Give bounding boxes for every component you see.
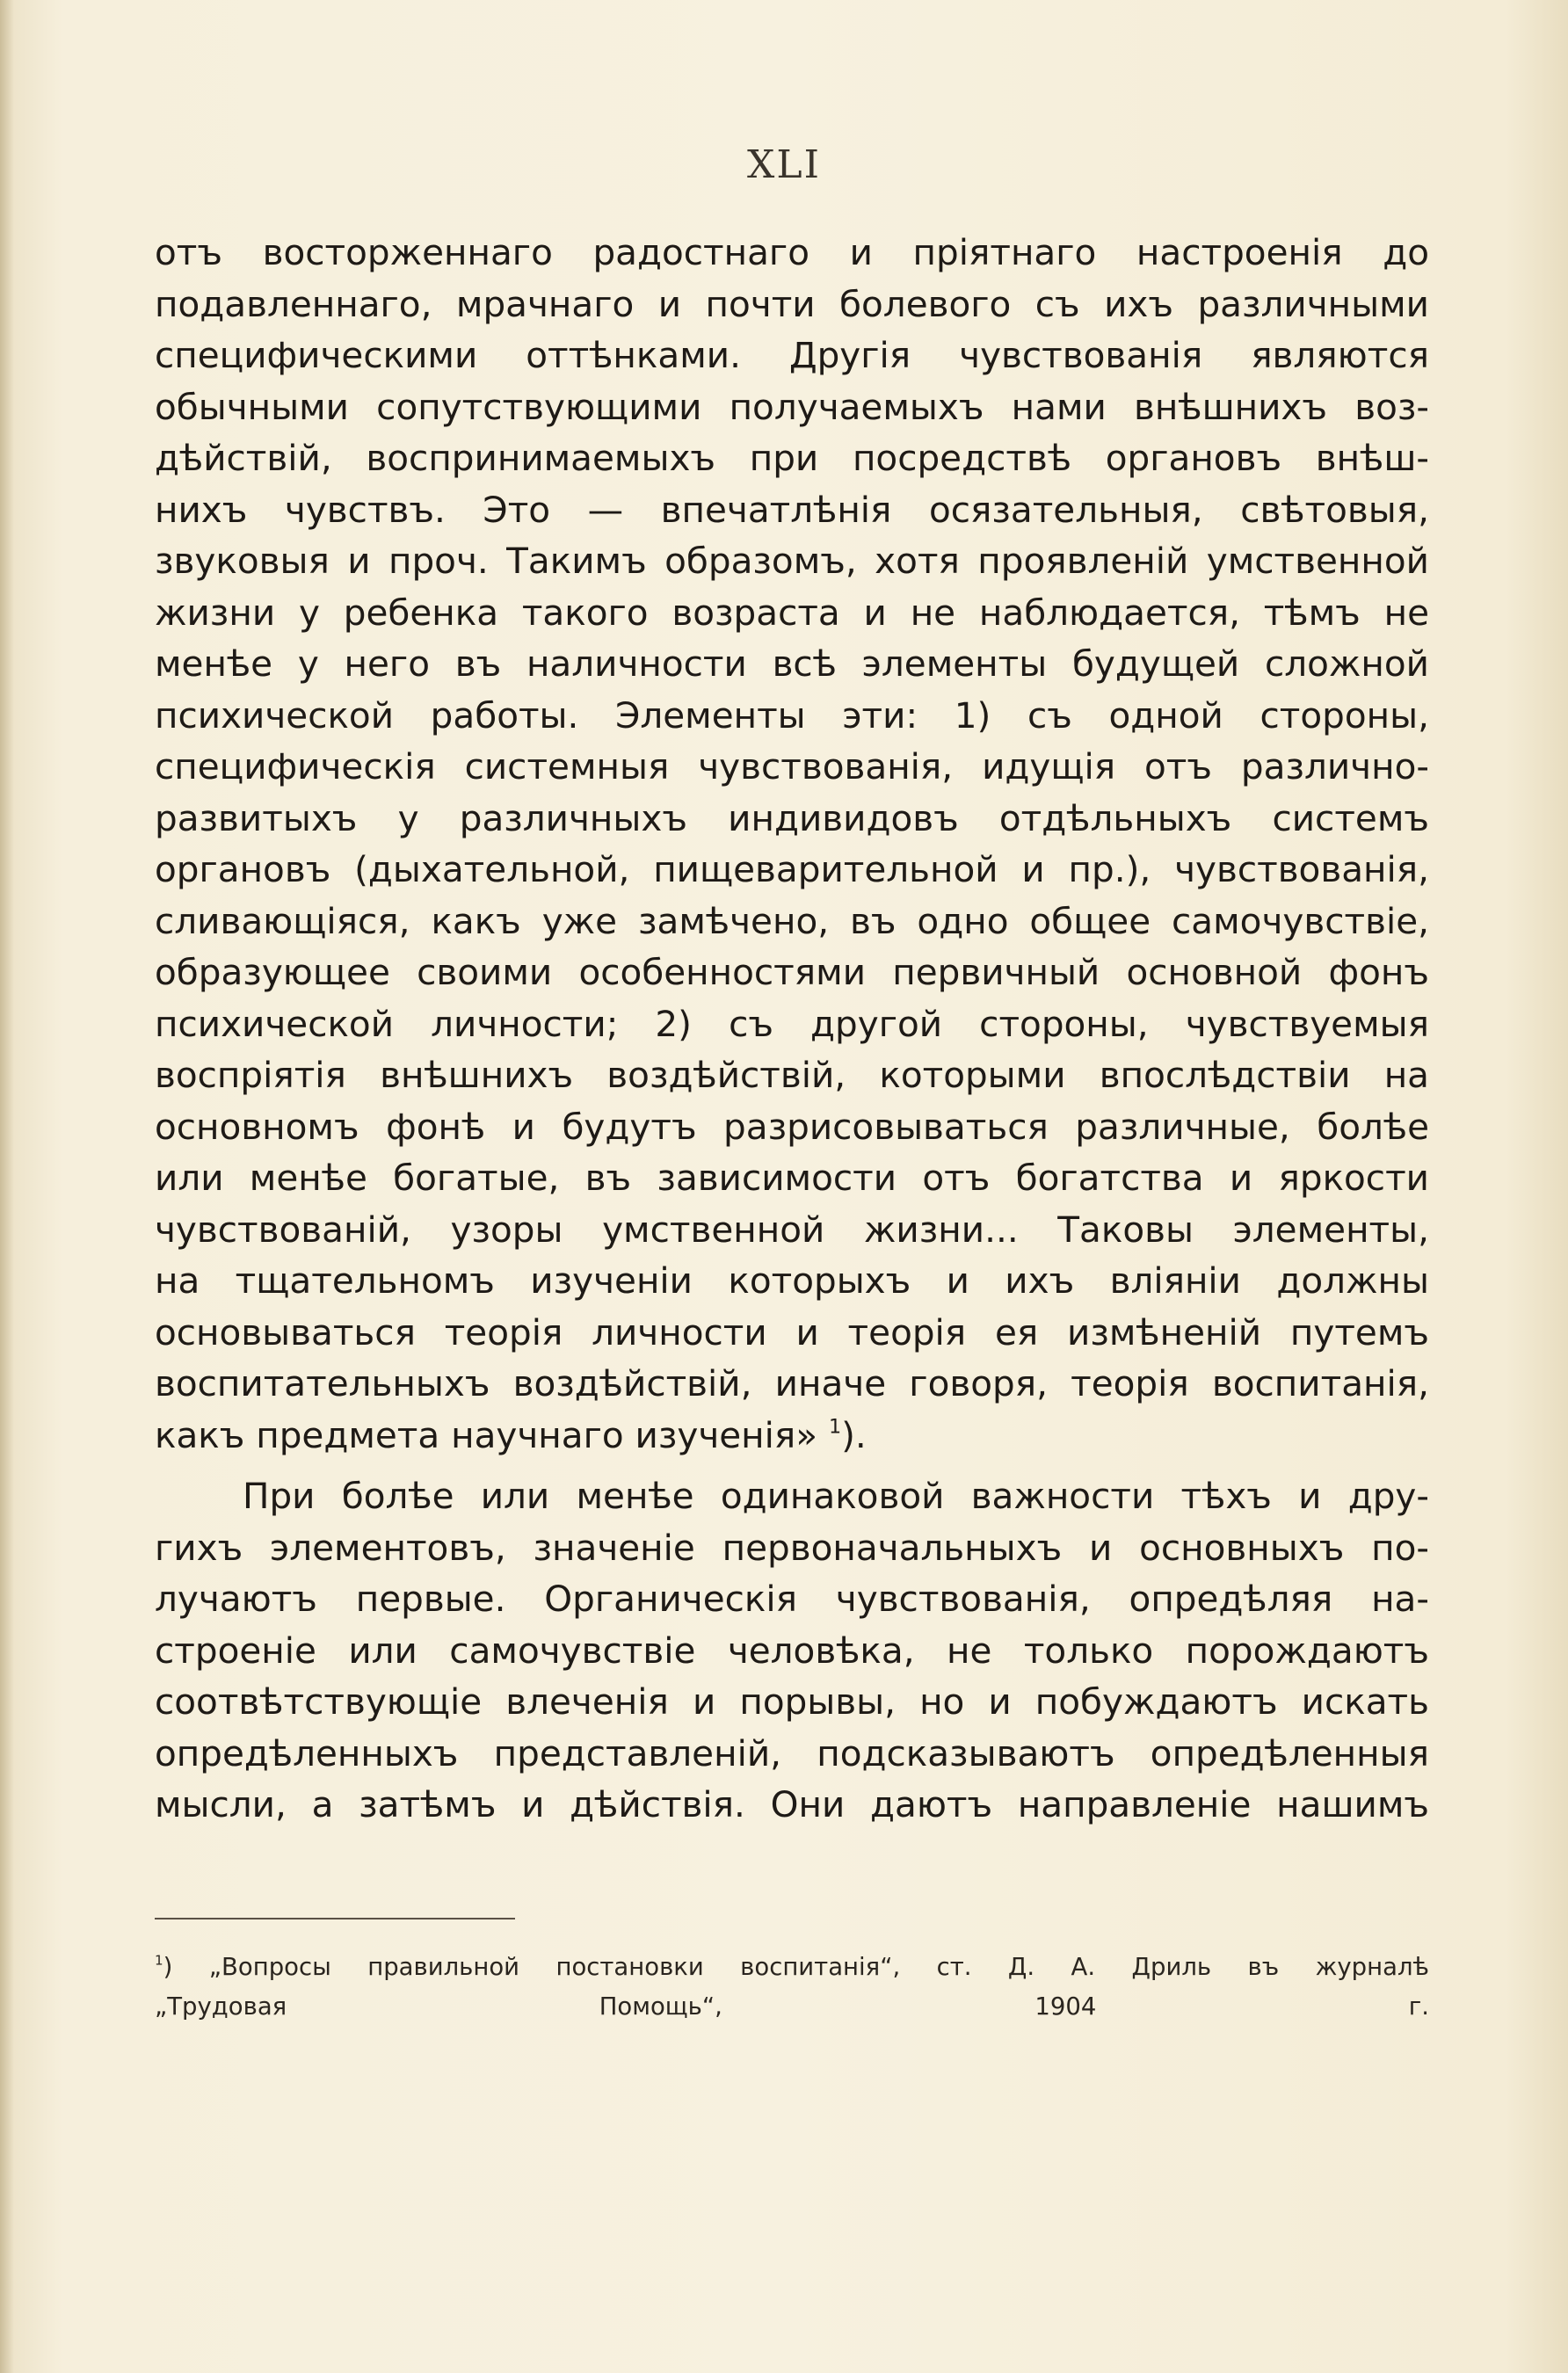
text-line: отъ восторженнаго радостнаго и пріятнаго настроенія до xyxy=(155,231,1429,273)
text-line: При болѣе или менѣе одинаковой важности тѣхъ и дру- xyxy=(243,1475,1429,1517)
page-number: XLI xyxy=(747,142,821,187)
text-line: соотвѣтствующіе влеченія и порывы, но и побуждаютъ искать xyxy=(155,1680,1429,1723)
text-line: органовъ (дыхательной, пищеварительной и пр.), чувствованія, xyxy=(155,848,1429,890)
text-line: нихъ чувствъ. Это — впечатлѣнія осязательныя, свѣтовыя, xyxy=(155,488,1429,531)
text-line: воспріятія внѣшнихъ воздѣйствій, которыми впослѣдствіи на xyxy=(155,1054,1429,1096)
text-line: строеніе или самочувствіе человѣка, не только порождаютъ xyxy=(155,1629,1429,1672)
text-fragment: ). xyxy=(841,1413,867,1456)
main-text xyxy=(155,227,1429,1831)
text-line: обычными сопутствующими получаемыхъ нами внѣшнихъ воз- xyxy=(155,385,1429,428)
footnote-reference: 1 xyxy=(828,1414,842,1438)
text-line: гихъ элементовъ, значеніе первоначальныхъ и основныхъ по- xyxy=(155,1526,1429,1569)
text-line: специфическими оттѣнками. Другія чувствованія являются xyxy=(155,334,1429,376)
text-line: подавленнаго, мрачнаго и почти болевого съ ихъ различными xyxy=(155,282,1429,325)
text-line: жизни у ребенка такого возраста и не наблюдается, тѣмъ не xyxy=(155,591,1429,634)
text-line-last xyxy=(155,1410,1429,1462)
text-line: дѣйствій, воспринимаемыхъ при посредствѣ органовъ внѣш- xyxy=(155,437,1429,479)
text-line: или менѣе богатые, въ зависимости отъ богатства и яркости xyxy=(155,1157,1429,1199)
paragraph-2 xyxy=(155,1470,1429,1831)
text-line: воспитательныхъ воздѣйствій, иначе говоря, теорія воспитанія, xyxy=(155,1362,1429,1404)
footnote-line xyxy=(155,1948,1429,1987)
paragraph-1 xyxy=(155,227,1429,1461)
footnote-line: „Трудовая Помощь“, 1904 г. xyxy=(155,1992,1429,2021)
footnote-marker: 1 xyxy=(155,1952,163,1969)
text-line: основномъ фонѣ и будутъ разрисовываться различные, болѣе xyxy=(155,1105,1429,1148)
text-line: развитыхъ у различныхъ индивидовъ отдѣльныхъ системъ xyxy=(155,796,1429,839)
footnote-separator xyxy=(155,1918,515,1919)
footnote-text: ) „Вопросы правильной постановки воспитанія“, ст. Д. А. Дриль въ журналѣ xyxy=(163,1953,1429,1981)
text-line: мысли, а затѣмъ и дѣйствія. Они даютъ направленіе нашимъ xyxy=(155,1783,1429,1825)
text-line: сливающіяся, какъ уже замѣчено, въ одно общее самочувствіе, xyxy=(155,899,1429,942)
text-line: на тщательномъ изученіи которыхъ и ихъ вліяніи должны xyxy=(155,1259,1429,1302)
text-line: основываться теорія личности и теорія ея измѣненій путемъ xyxy=(155,1310,1429,1353)
text-fragment: какъ предмета научнаго изученія» xyxy=(155,1413,818,1456)
text-line: звуковыя и проч. Такимъ образомъ, хотя проявленій умственной xyxy=(155,540,1429,582)
footnote xyxy=(155,1948,1429,2027)
text-line: специфическія системныя чувствованія, идущія отъ различно- xyxy=(155,745,1429,787)
text-line: чувствованій, узоры умственной жизни... Таковы элементы, xyxy=(155,1208,1429,1251)
text-line: лучаютъ первые. Органическія чувствованія, опредѣляя на- xyxy=(155,1578,1429,1620)
text-line: опредѣленныхъ представленій, подсказываютъ опредѣленныя xyxy=(155,1731,1429,1774)
text-line: образующее своими особенностями первичный основной фонъ xyxy=(155,951,1429,993)
text-line: психической личности; 2) съ другой стороны, чувствуемыя xyxy=(155,1002,1429,1045)
text-line: менѣе у него въ наличности всѣ элементы будущей сложной xyxy=(155,642,1429,685)
page-edge-shadow xyxy=(0,0,14,2373)
text-line: психической работы. Элементы эти: 1) съ одной стороны, xyxy=(155,693,1429,737)
